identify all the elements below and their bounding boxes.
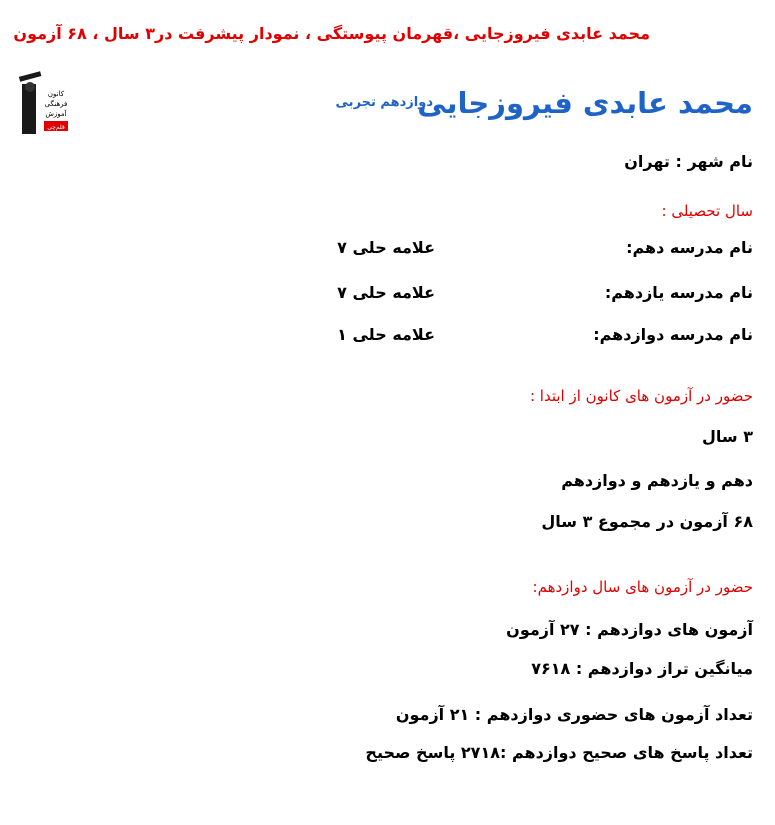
attendance-12-label: حضور در آزمون های سال دوازدهم: (532, 578, 753, 596)
in-person-exams-12: تعداد آزمون های حضوری دوازدهم : ۲۱ آزمون (395, 705, 753, 724)
logo-line-4: قلم‌چی (47, 124, 65, 131)
logo-line-2: فرهنگی (44, 100, 68, 108)
page-headline: محمد عابدی فیروزجایی ،قهرمان پیوستگی ، نمودار پیشرفت در۳ سال ، ۶۸ آزمون (13, 24, 650, 43)
correct-answers-12: تعداد پاسخ های صحیح دوازدهم :۲۷۱۸ پاسخ صحیح (365, 743, 753, 762)
exams-12: آزمون های دوازدهم : ۲۷ آزمون (506, 620, 753, 639)
student-grade: دوازدهم تجربی (335, 95, 433, 110)
student-name: محمد عابدی فیروزجایی (417, 86, 753, 120)
kanoon-logo (16, 70, 71, 140)
school-11-label: نام مدرسه یازدهم: (604, 283, 753, 302)
school-10-label: نام مدرسه دهم: (626, 238, 753, 257)
logo-line-1: کانون (47, 90, 65, 98)
attendance-years: ۳ سال (702, 427, 753, 446)
attendance-total: ۶۸ آزمون در مجموع ۳ سال (541, 512, 753, 531)
attendance-all-label: حضور در آزمون های کانون از ابتدا : (529, 387, 753, 405)
school-11-value: علامه حلی ۷ (337, 283, 435, 302)
school-10-value: علامه حلی ۷ (337, 238, 435, 257)
average-score-12: میانگین تراز دوازدهم : ۷۶۱۸ (531, 659, 753, 678)
school-12-value: علامه حلی ۱ (337, 325, 435, 344)
school-12-label: نام مدرسه دوازدهم: (593, 325, 753, 344)
city-line: نام شهر : تهران (624, 152, 753, 171)
academic-year-label: سال تحصیلی : (661, 202, 753, 220)
logo-line-3: آموزش (45, 110, 67, 118)
attendance-grades: دهم و یازدهم و دوازدهم (561, 471, 753, 490)
